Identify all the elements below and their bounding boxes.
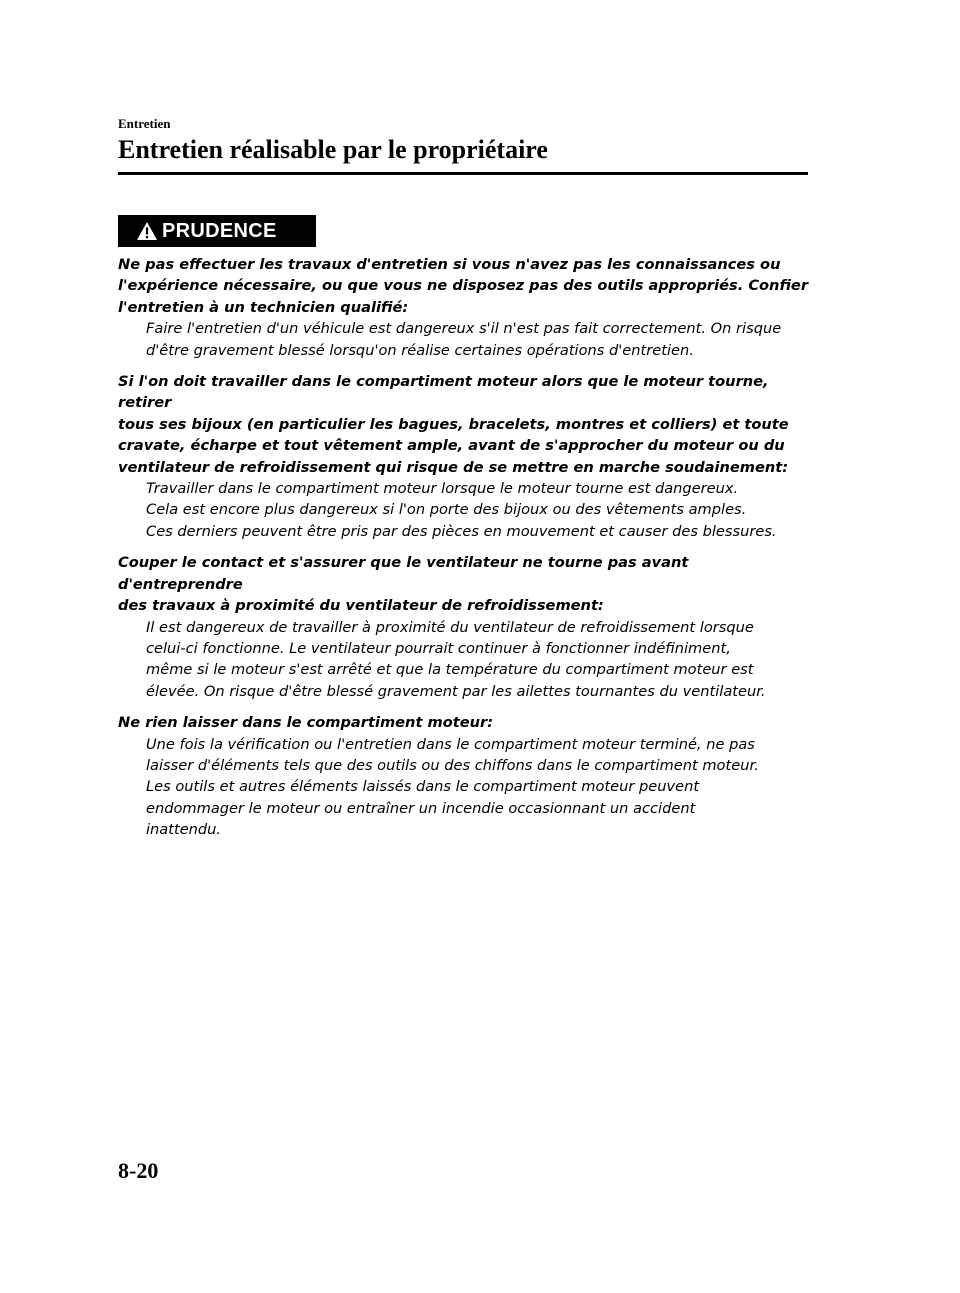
warning-triangle-icon	[136, 221, 158, 241]
heading-line: Si l'on doit travailler dans le compartiment moteur alors que le moteur tourne, retirer	[118, 373, 769, 412]
caution-content	[118, 254, 818, 851]
caution-item	[118, 552, 818, 702]
caution-item-body	[118, 734, 818, 841]
body-line: d'être gravement blessé lorsqu'on réalise certaines opérations d'entretien.	[146, 341, 694, 359]
caution-item-heading	[118, 254, 818, 318]
heading-line: Ne rien laisser dans le compartiment moteur:	[118, 714, 494, 732]
heading-line: tous ses bijoux (en particulier les bagues, bracelets, montres et colliers) et toute	[118, 415, 789, 433]
caution-label: PRUDENCE	[162, 219, 277, 242]
caution-item-heading	[118, 712, 818, 733]
body-line: Il est dangereux de travailler à proximité du ventilateur de refroidissement lorsque	[146, 618, 754, 636]
section-label: Entretien	[118, 116, 171, 131]
caution-item-body	[118, 318, 818, 361]
heading-line: cravate, écharpe et tout vêtement ample, avant de s'approcher du moteur ou du	[118, 437, 785, 455]
body-line: Cela est encore plus dangereux si l'on porte des bijoux ou des vêtements amples.	[146, 501, 747, 519]
body-line: Faire l'entretien d'un véhicule est dangereux s'il n'est pas fait correctement. On risque	[146, 320, 782, 338]
body-line: Ces derniers peuvent être pris par des pièces en mouvement et causer des blessures.	[146, 522, 777, 540]
body-line: Les outils et autres éléments laissés dans le compartiment moteur peuvent	[146, 778, 700, 796]
caution-banner	[118, 215, 316, 247]
body-line: inattendu.	[146, 821, 222, 839]
heading-line: l'expérience nécessaire, ou que vous ne disposez pas des outils appropriés. Confier	[118, 277, 809, 295]
heading-line: ventilateur de refroidissement qui risque de se mettre en marche soudainement:	[118, 458, 789, 476]
heading-line: Couper le contact et s'assurer que le ventilateur ne tourne pas avant d'entreprendre	[118, 554, 689, 593]
caution-item	[118, 371, 818, 542]
body-line: Une fois la vérification ou l'entretien dans le compartiment moteur terminé, ne pas	[146, 735, 755, 753]
body-line: élevée. On risque d'être blessé gravement par les ailettes tournantes du ventilateur.	[146, 682, 766, 700]
title-rule	[118, 172, 808, 175]
caution-item-body	[118, 617, 818, 703]
body-line: celui-ci fonctionne. Le ventilateur pourrait continuer à fonctionner indéfiniment,	[146, 639, 731, 657]
caution-item-heading	[118, 552, 818, 616]
caution-item-body	[118, 478, 818, 542]
body-line: Travailler dans le compartiment moteur lorsque le moteur tourne est dangereux.	[146, 480, 739, 498]
caution-item-heading	[118, 371, 818, 478]
caution-item	[118, 712, 818, 840]
body-line: laisser d'éléments tels que des outils ou des chiffons dans le compartiment moteur.	[146, 756, 759, 774]
heading-line: Ne pas effectuer les travaux d'entretien si vous n'avez pas les connaissances ou	[118, 256, 781, 273]
page-title: Entretien réalisable par le propriétaire	[118, 135, 548, 164]
heading-line: l'entretien à un technicien qualifié:	[118, 298, 409, 316]
body-line: même si le moteur s'est arrêté et que la température du compartiment moteur est	[146, 661, 754, 679]
body-line: endommager le moteur ou entraîner un incendie occasionnant un accident	[146, 799, 696, 817]
heading-line: des travaux à proximité du ventilateur de refroidissement:	[118, 597, 604, 615]
page-number: 8-20	[118, 1158, 159, 1183]
caution-item	[118, 254, 818, 361]
